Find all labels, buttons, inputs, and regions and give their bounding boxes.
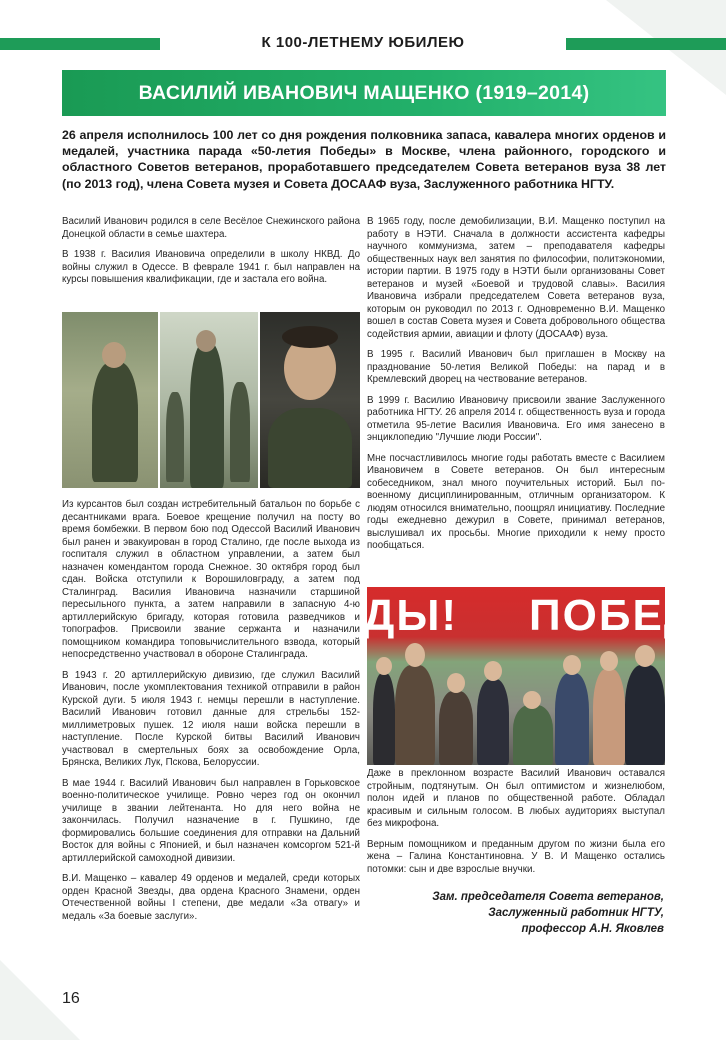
paragraph: В 1965 году, после демобилизации, В.И. Мащенко поступил на работу в НЭТИ. Сначала в должности ассистента кафедры научного коммунизма, затем – преподавателя кафедры общественных наук вел занятия по философии, политэкономии, истории партии. В 1975 году в НЭТИ были организованы Совет ветеранов и музей «Боевой и трудовой славы». Василия Ивановича избрали председателем Совета ветеранов вуза, которым он руководил по 2013 г. Одновременно В.И. Мащенко вошел в состав Совета музея и Совета добровольного общества содействия армии, авиации и флоту (ДОСААФ) вуза.	[367, 216, 665, 340]
banner-text-right: ПОБЕД	[529, 591, 698, 640]
article-title: ВАСИЛИЙ ИВАНОВИЧ МАЩЕНКО (1919–2014)	[138, 81, 590, 104]
banner-text-left: ДЫ!	[363, 591, 459, 640]
photo-soldiers-group	[160, 312, 258, 488]
signature-line: Заслуженный работник НГТУ,	[488, 907, 664, 919]
photo-portrait	[260, 312, 360, 488]
paragraph: Василий Иванович родился в селе Весёлое Снежинского района Донецкой области в семье шахтера.	[62, 216, 360, 240]
signature-line: Зам. председателя Совета ветеранов,	[432, 891, 664, 903]
author-signature	[432, 889, 664, 937]
paragraph: В 1943 г. 20 артиллерийскую дивизию, где служил Василий Иванович, после укомплектования техникой отправили в район Курской дуги. 5 июля 1943 г. немцы перешли в наступление. Василий Иванович готовил данные для стрельбы 152-миллиметровых пушек. 12 июля наши войска перешли в наступление. После Курской битвы Василий Иванович участвовал в смертельных боях за освобождение Орла, Брянска, Великих Лук, Пскова, Белоруссии.	[62, 669, 360, 768]
left-column-top	[62, 216, 360, 295]
page-number: 16	[62, 990, 80, 1007]
right-column-top	[367, 216, 665, 561]
article-title-band	[62, 70, 666, 116]
paragraph: В 1938 г. Василия Ивановича определили в школу НКВД. До войны служил в Одессе. В феврале 1941 г. был направлен на курсы повышения квалификации, где и застала его война.	[62, 249, 360, 285]
section-title: К 100-ЛЕТНЕМУ ЮБИЛЕЮ	[261, 34, 465, 51]
paragraph: Верным помощником и преданным другом по жизни была его жена – Галина Константиновна. У В. И Мащенко остались потомки: сын и две взрослые внучки.	[367, 838, 665, 875]
signature-line: профессор А.Н. Яковлев	[521, 923, 664, 935]
article-lead: 26 апреля исполнилось 100 лет со дня рождения полковника запаса, кавалера многих орденов и медалей, участника парада «50-летия Победы» в Москве, члена районного, городского и областного Советов ветеранов, проработавшего председателем Совета ветеранов вуза 38 лет (по 2013 год), члена Совета музея и Совета ДОСААФ вуза, Заслуженного работника НГТУ.	[62, 128, 666, 191]
paragraph: Из курсантов был создан истребительный батальон по борьбе с десантниками врага. Боевое крещение получил на посту во время бомбежки. В первом бою под Одессой Василий Иванович был ранен и эвакуирован в город Сталино, где после выхода из госпиталя служил в областном управлении, а затем был назначен комендантом города Снежное. 30 октября город был сдан. Войска отступили к Ворошиловграду, а затем под Сталинград. Василия Ивановича назначили старшиной пересыльного пункта, а затем направили в запасную 4-ю артиллерийскую бригаду, которая готовила разведчиков и топографов. Присвоили звание сержанта и назначили помощником командира топовычислительного взвода, который непосредственно участвовал в обороне Сталинграда.	[62, 499, 360, 660]
paragraph: В 1995 г. Василий Иванович был приглашен в Москву на празднование 50-летия Великой Победы: на парад и в Кремлевский дворец на чествование ветеранов.	[367, 349, 665, 385]
veterans-group-photo	[363, 587, 698, 765]
wartime-photos	[62, 312, 360, 488]
paragraph: Мне посчастливилось многие годы работать вместе с Василием Ивановичем в Совете ветеранов. Он был интересным собеседником, знал много поучительных историй. Был по-военному дисциплинированным, отличным организатором. К людям относился внимательно, поощрял инициативу. Последние годы ежедневно дежурил в Совете, принимал ветеранов, выслушивал их просьбы. Многие приходили к нему просто пообщаться.	[367, 452, 665, 551]
section-bar-left	[0, 38, 160, 50]
paragraph: В 1999 г. Василию Ивановичу присвоили звание Заслуженного работника НГТУ. 26 апреля 2014 г. общественность вуза и города отметила 95-летие Василия Ивановича. Его имя занесено в энциклопедию "Лучшие люди России".	[367, 394, 665, 443]
paragraph: Даже в преклонном возрасте Василий Иванович оставался стройным, подтянутым. Он был оптимистом и жизнелюбом, полон идей и планов по общественной работе. Обладал красивым и сильным голосом. В любых аудиториях выступал без микрофона.	[367, 768, 665, 829]
section-bar-right	[566, 38, 726, 50]
left-column-bottom	[62, 499, 360, 931]
paragraph: В.И. Мащенко – кавалер 49 орденов и медалей, среди которых орден Красной Звезды, два ордена Красного Знамени, орден Отечественной войны I степени, две медали «За отвагу» и медаль «За боевые заслуги».	[62, 873, 360, 922]
photo-soldier-seated	[62, 312, 158, 488]
paragraph: В мае 1944 г. Василий Иванович был направлен в Горьковское военно-политическое училище. Ровно через год он окончил училище в звании лейтенанта. Но для него война не закончилась. Получил назначение в г. Пушкино, где формировались большие соединения для отправки на Дальний Восток для войны с Японией, и был назначен комсоргом 521-й артиллерийской самоходной дивизии.	[62, 777, 360, 864]
right-column-bottom	[367, 768, 665, 884]
